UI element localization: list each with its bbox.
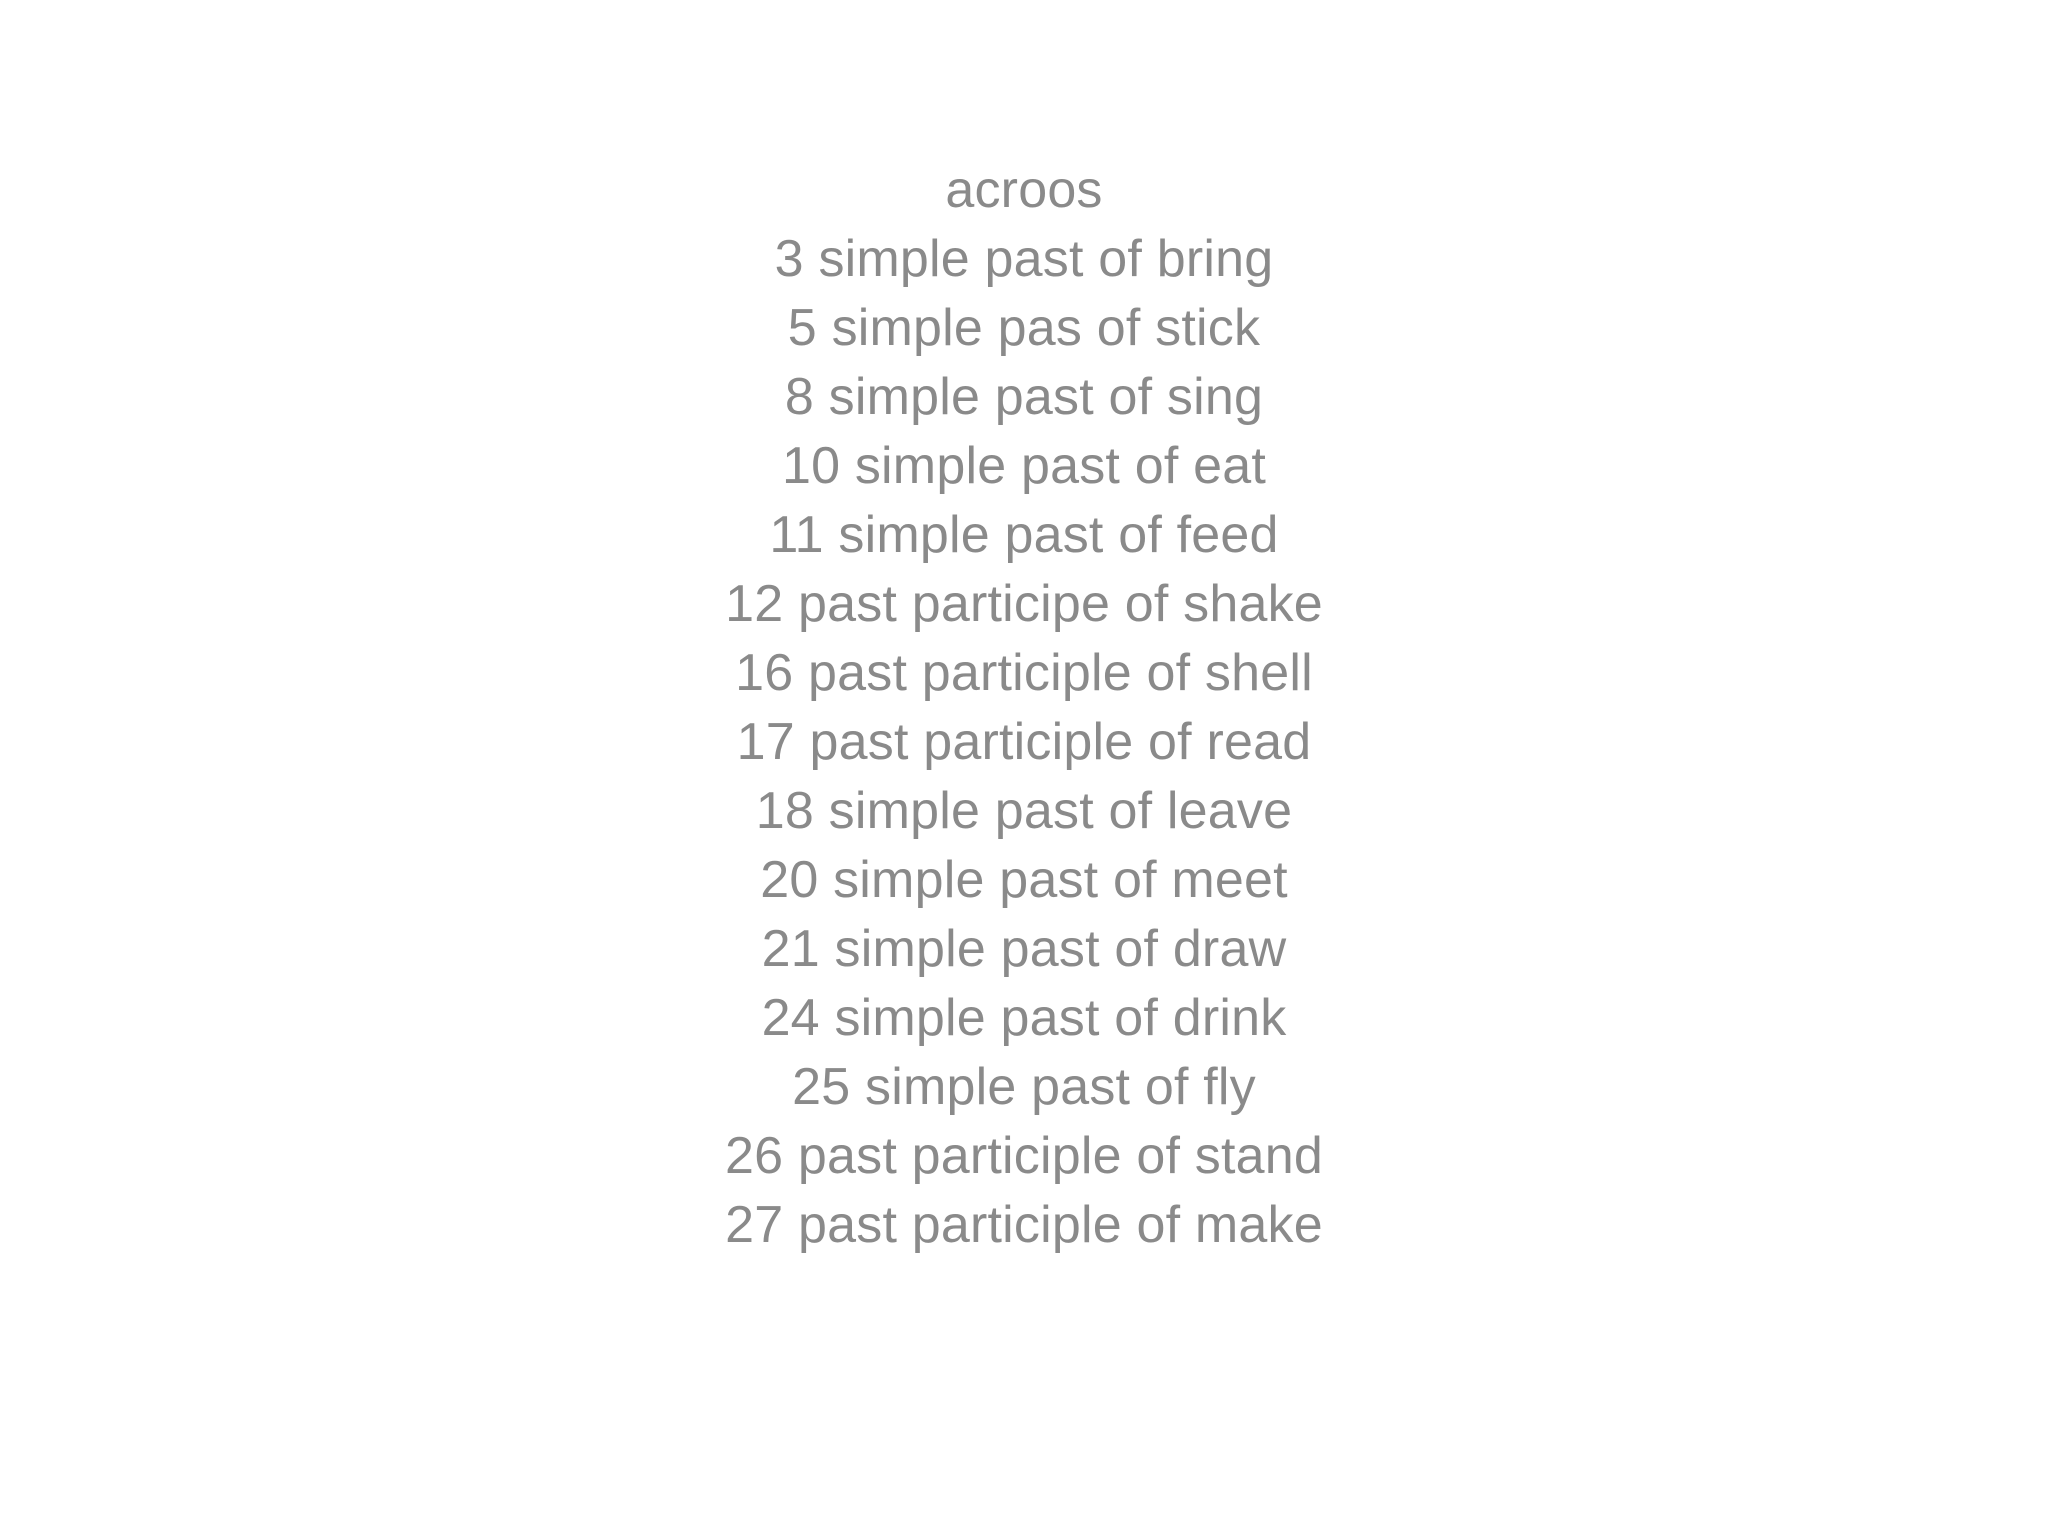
section-heading-across: acroos xyxy=(945,161,1103,219)
clue-list xyxy=(0,156,2048,1260)
clue-25: 25 simple past of fly xyxy=(792,1058,1256,1116)
clue-11: 11 simple past of feed xyxy=(769,506,1279,564)
clue-12: 12 past participe of shake xyxy=(725,575,1323,633)
clue-16: 16 past participle of shell xyxy=(735,644,1313,702)
clue-5: 5 simple pas of stick xyxy=(787,299,1261,357)
clue-17: 17 past participle of read xyxy=(736,713,1312,771)
clue-26: 26 past participle of stand xyxy=(725,1127,1323,1185)
clue-21: 21 simple past of draw xyxy=(761,920,1287,978)
clue-24: 24 simple past of drink xyxy=(761,989,1287,1047)
clue-3: 3 simple past of bring xyxy=(774,230,1274,288)
clue-27: 27 past participle of make xyxy=(725,1196,1323,1254)
clue-18: 18 simple past of leave xyxy=(755,782,1293,840)
clue-20: 20 simple past of meet xyxy=(760,851,1288,909)
clue-8: 8 simple past of sing xyxy=(784,368,1264,426)
clue-10: 10 simple past of eat xyxy=(781,437,1267,495)
